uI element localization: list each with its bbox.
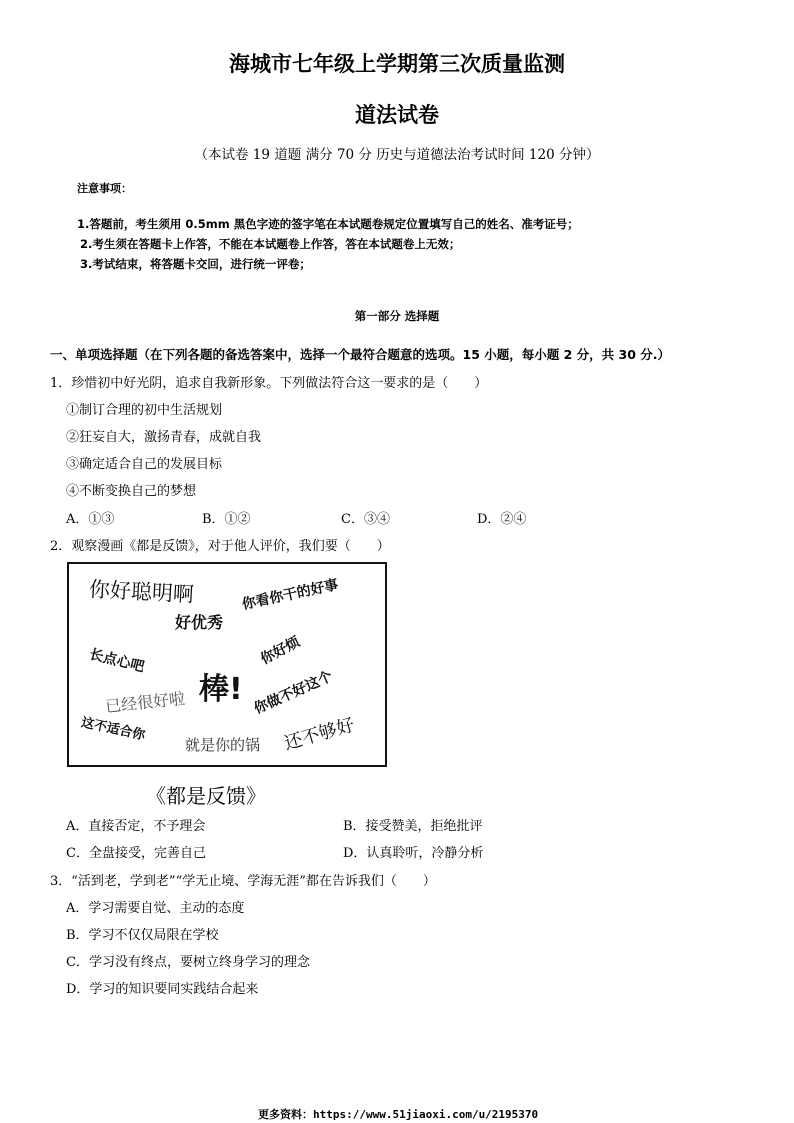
question-1-stem: 1．珍惜初中好光阴，追求自我新形象。下列做法符合这一要求的是（ ） — [50, 376, 488, 391]
exam-subtitle: 道法试卷 — [355, 103, 439, 127]
part1-heading: 一、单项选择题（在下列各题的备选答案中，选择一个最符合题意的选项。15 小题，每小题 2 分，共 30 分.） — [50, 347, 670, 362]
question-2-stem: 2．观察漫画《都是反馈》，对于他人评价，我们要（ ） — [50, 539, 390, 554]
question-1-statement-1: ①制订合理的初中生活规划 — [66, 403, 223, 418]
question-1-statement-3: ③确定适合自己的发展目标 — [66, 457, 223, 472]
question-3-option-b: B．学习不仅仅局限在学校 — [66, 928, 219, 943]
notice-heading: 注意事项： — [77, 182, 132, 195]
question-3-option-d: D．学习的知识要同实践结合起来 — [66, 982, 259, 997]
question-1-option-a: A．①③ — [66, 512, 115, 527]
question-2-option-a: A．直接否定，不予理会 — [66, 819, 206, 834]
comic-word: 你做不好这个 — [251, 668, 336, 718]
question-3-option-c: C．学习没有终点，要树立终身学习的理念 — [66, 955, 310, 970]
comic-word: 长点心吧 — [87, 646, 146, 676]
section-title: 第一部分 选择题 — [354, 309, 440, 323]
comic-caption: 《都是反馈》 — [146, 784, 266, 808]
comic-word: 好优秀 — [175, 613, 224, 632]
footer-link[interactable]: 更多资料：https://www.51jiaoxi.com/u/2195370 — [258, 1108, 539, 1121]
comic-word: 已经很好啦 — [104, 688, 186, 717]
question-1-option-b: B．①② — [202, 512, 251, 527]
notice-item-1: 1.答题前，考生须用 0.5mm 黑色字迹的签字笔在本试题卷规定位置填写自己的姓名、准考证号； — [77, 217, 579, 231]
comic-word: 这不适合你 — [79, 715, 147, 744]
comic-feedback — [67, 562, 387, 767]
notice-item-3: 3.考试结束，将答题卡交回，进行统一评卷； — [80, 257, 311, 271]
comic-word: 就是你的锅 — [185, 736, 261, 754]
question-1-statement-2: ②狂妄自大，激扬青春，成就自我 — [66, 430, 262, 445]
comic-word: 棒! — [199, 672, 243, 707]
notice-item-2: 2.考生须在答题卡上作答，不能在本试题卷上作答，答在本试题卷上无效； — [80, 237, 461, 251]
question-3-option-a: A．学习需要自觉、主动的态度 — [66, 901, 245, 916]
question-3-stem: 3．“活到老，学到老”“学无止境、学海无涯”都在告诉我们（ ） — [50, 874, 436, 889]
question-2-option-c: C．全盘接受，完善自己 — [66, 846, 206, 861]
question-2-option-b: B．接受赞美，拒绝批评 — [343, 819, 483, 834]
comic-word: 你看你干的好事 — [240, 576, 340, 613]
question-1-option-d: D．②④ — [477, 512, 527, 527]
comic-word: 还不够好 — [281, 714, 357, 755]
exam-title: 海城市七年级上学期第三次质量监测 — [229, 52, 565, 76]
question-1-option-c: C．③④ — [341, 512, 390, 527]
question-2-option-d: D．认真聆听，冷静分析 — [343, 846, 484, 861]
question-1-statement-4: ④不断变换自己的梦想 — [66, 484, 197, 499]
exam-info: （本试卷 19 道题 满分 70 分 历史与道德法治考试时间 120 分钟） — [194, 147, 600, 163]
comic-word: 你好烦 — [258, 633, 303, 668]
comic-word: 你好聪明啊 — [88, 577, 195, 607]
